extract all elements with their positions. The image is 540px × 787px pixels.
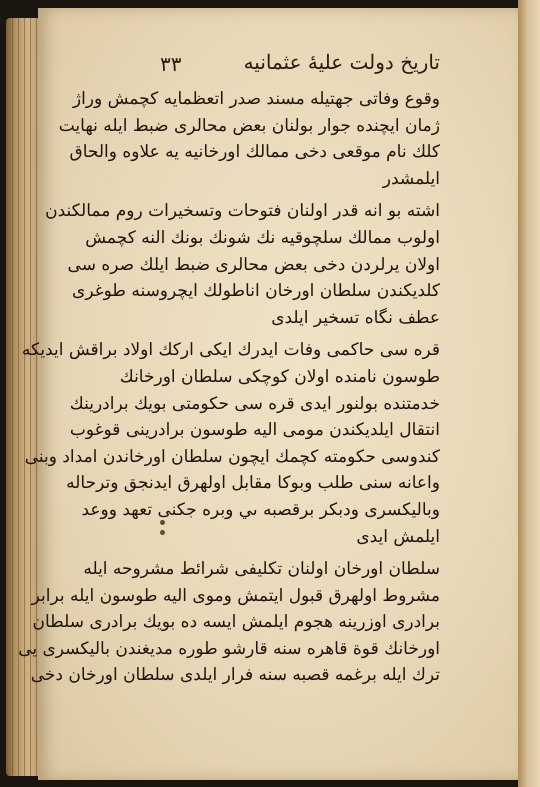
- text-line: اورخانك قوة قاهره سنه قارشو طوره مديغندن باليكسرى يى: [18, 638, 440, 659]
- text-line: ايلمش ايدى: [356, 526, 440, 547]
- text-line: اولان يرلردن دخى بعض محالرى ضبط ايلك صره سى: [67, 254, 440, 275]
- text-line: وباليكسرى ودبكر برقصبه ىي وبره جكنى تعهد ووعد: [81, 499, 440, 520]
- text-line: اولوب ممالك سلچوقيه نك شونك بونك النه كچمش: [85, 227, 440, 248]
- text-line: قره سى حاكمى وفات ايدرك ايكى اركك اولاد براقش ايديكه: [21, 340, 440, 361]
- body-text: [18, 86, 440, 686]
- text-line: كلديكندن سلطان اورخان اناطولك ايچروسنه طوغرى: [72, 281, 440, 302]
- text-line: واعانه سنى طلب وبوكا مقابل اولهرق ايدنجق وترحاله: [66, 473, 440, 494]
- text-line: عطف نگاه تسخير ايلدى: [271, 307, 440, 328]
- paragraph-3: [21, 337, 440, 550]
- page-header: [160, 50, 440, 82]
- paragraph-2: [45, 198, 440, 331]
- text-line: طوسون نامنده اولان كوچكى سلطان اورخانك: [119, 366, 440, 387]
- text-line: برادرى اوزرينه هجوم ايلمش ايسه ده بويك برادرى سلطان: [32, 612, 440, 633]
- text-line: ايلمشدر: [382, 168, 440, 189]
- text-line: ژمان ايچنده جوار بولنان بعض محالرى ضبط ايله نهايت: [58, 115, 440, 136]
- running-title: تاريخ دولت عليهٔ عثمانيه: [243, 50, 440, 74]
- text-line: كندوسى حكومته كچمك ايچون سلطان اورخاندن امداد وبنى: [24, 446, 440, 467]
- text-line: اشته بو انه قدر اولنان فتوحات وتسخيرات روم ممالكندن: [45, 201, 440, 222]
- page-number: ٣٣: [160, 52, 182, 76]
- text-line: مشروط اولهرق قبول ايتمش وموى اليه طوسون ايله برابر: [31, 585, 440, 606]
- facing-page-edge: [518, 0, 540, 787]
- text-line: ترك ايله برغمه قصبه سنه فرار ايلدى سلطان اورخان دخى: [30, 665, 440, 686]
- text-line: وقوع وفاتى جهتيله مسند صدر اتعظمايه كچمش وراژ: [72, 89, 440, 109]
- text-line: كلك نام موقعى دخى ممالك اورخانيه يه علاوه والحاق: [69, 142, 440, 163]
- text-line: انتقال ايلديكندن مومى اليه طوسون برادرينى قوغوب: [69, 420, 440, 441]
- paragraph-1: [58, 86, 440, 192]
- paragraph-4: [18, 556, 440, 689]
- text-line: سلطان اورخان اولنان تكليفى شرائط مشروحه ايله: [83, 559, 440, 580]
- text-line: خدمتنده بولنور ايدى قره سى حكومتى بويك برادرينك: [69, 393, 440, 414]
